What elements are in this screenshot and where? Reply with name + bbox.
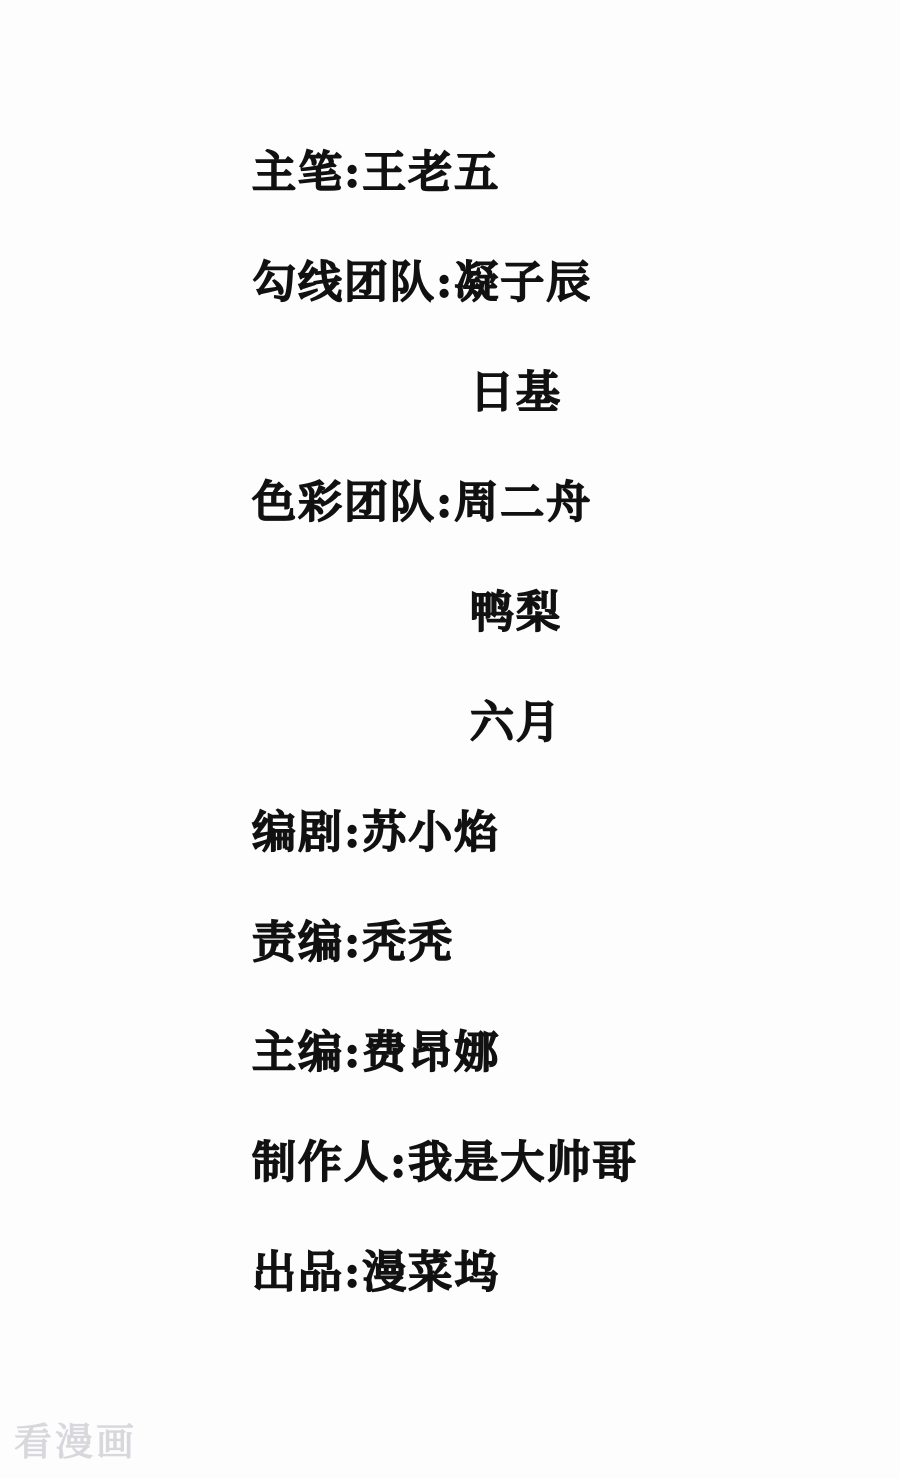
credit-line: 主编:费昂娜 bbox=[252, 1027, 501, 1078]
credit-line: 勾线团队:凝子辰 bbox=[252, 257, 593, 308]
credit-line-continued: 六月 bbox=[470, 697, 562, 748]
credit-line-continued: 日基 bbox=[470, 367, 562, 418]
credit-line: 编剧:苏小焰 bbox=[252, 807, 501, 858]
credit-line: 主笔:王老五 bbox=[252, 147, 501, 198]
credit-line: 制作人:我是大帅哥 bbox=[252, 1137, 639, 1188]
credit-line: 出品:漫菜坞 bbox=[252, 1247, 501, 1298]
credit-line: 色彩团队:周二舟 bbox=[252, 477, 593, 528]
credit-line-continued: 鸭梨 bbox=[470, 587, 562, 638]
site-watermark: 看漫画 bbox=[14, 1420, 138, 1464]
credits-list bbox=[0, 118, 900, 1328]
credit-line: 责编:秃秃 bbox=[252, 917, 455, 968]
